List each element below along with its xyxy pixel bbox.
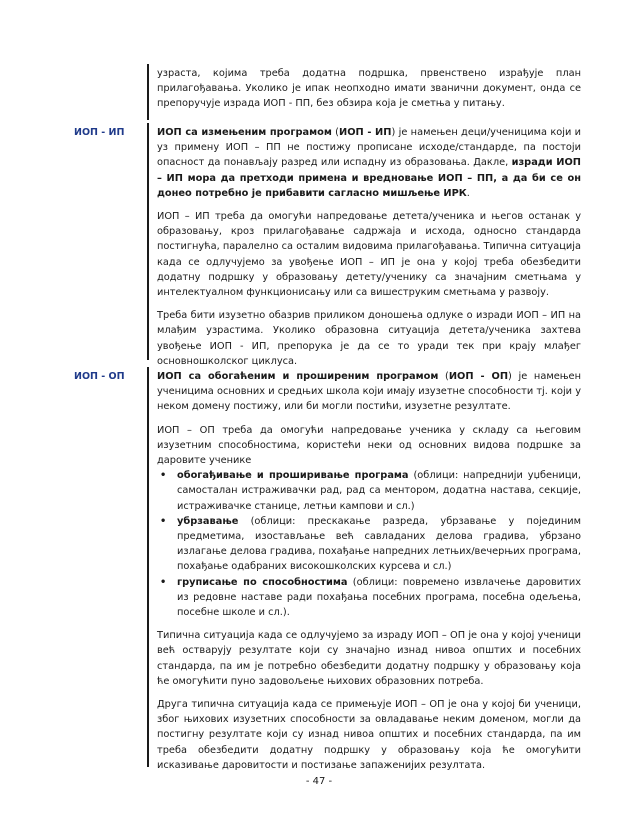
bullet-icon: •	[160, 515, 167, 527]
text: .	[466, 187, 470, 199]
paragraph: узраста, којима треба додатна подршка, првенствено израђује план прилагођавања. Уколико је ипак неопходно имати званични документ, онда се препоручује израда ИОП - ПП, без обзира која је сметња у питању.	[157, 68, 581, 110]
paragraph: ИОП – ИП треба да омогући напредовање детета/ученика и његов останак у образовању, кроз прилагођавање садржаја и исхода, односно стандарда постигнућа, паралелно са осталим видовима прилагођавања. Типична ситуација када се одлучујемо за увођење ИОП – ИП је она у којој треба обезбедити додатну подршку у образовању детету/ученику са значајним сметњама у интелектуалном функционисању или са вишеструким сметњама у развоју.	[157, 211, 581, 299]
paragraph	[157, 369, 581, 415]
text: (облици: повремено извлачење даровитих из редовне наставе ради похађања посебних програма, посебна одељења, посебне школе и сл.).	[177, 576, 582, 619]
section-label-iop-op: ИОП - ОП	[74, 371, 125, 382]
text: (	[331, 127, 340, 138]
list-item	[157, 514, 581, 575]
bullet-list	[157, 468, 581, 620]
margin-rule	[147, 367, 149, 767]
paragraph: Треба бити изузетно обазрив приликом доношења одлуке о изради ИОП – ИП на млађим узрастима. Уколико образовна ситуација детета/ученика захтева увођење ИОП - ИП, препорука је да се то уради тек при крају млађег основношколског циклуса.	[157, 310, 581, 367]
bold-term: убрзавање	[177, 515, 239, 527]
bold-term: обогађивање и проширивање програма	[177, 470, 409, 482]
page-number: - 47 -	[305, 776, 333, 787]
bold-term: изради ИОП – ИП мора да претходи примена и вредновање ИОП – ПП, а да би се он донео потребно је прибавити сагласно мишљење ИРК	[157, 157, 581, 199]
bold-term: груписање по способностима	[177, 576, 348, 588]
intro-continuation	[157, 66, 581, 112]
margin-rule	[147, 123, 149, 360]
section-iop-op	[157, 369, 581, 773]
paragraph: Типична ситуација када се одлучујемо за израду ИОП – ОП је она у којој ученици већ остварују резултате који су значајно изнад нивоа општих и посебних стандарда, па им је потребно обезбедити додатну подршку у образовању која ће омогућити пуно задовољење њихових образовних потреба.	[157, 630, 581, 687]
bullet-icon: •	[160, 576, 167, 588]
paragraph: ИОП – ОП треба да омогући напредовање ученика у складу са његовим изузетним способностима, користећи неки од основних видова подршке за даровите ученике	[157, 424, 581, 467]
bold-term: ИОП са измењеним програмом	[157, 127, 332, 138]
text: (облици: прескакање разреда, убрзавање у појединим предметима, изостављање већ савладаних делова градива, убрзано излагање делова градива, похађање напредних летњих/вечерњих програма, похађање одабраних високошколских курсева и сл.)	[177, 515, 581, 573]
section-iop-ip	[157, 125, 581, 369]
section-label-iop-ip: ИОП - ИП	[74, 127, 125, 138]
bold-term: ИОП - ОП	[448, 371, 509, 382]
margin-rule	[147, 64, 149, 120]
text: (	[438, 371, 449, 382]
text: ) је намењен деци/ученицима који и уз примену ИОП – ПП не постижу прописане исходе/стандарде, па постоји опасност да понављају разред или испадну из образовања. Дакле,	[157, 127, 582, 169]
list-item	[157, 575, 581, 621]
bold-term: ИОП - ИП	[339, 127, 392, 138]
bullet-icon: •	[160, 470, 167, 482]
paragraph	[157, 125, 581, 201]
text: (облици: напреднији уџбеници, самосталан истраживачки рад, рад са ментором, додатна настава, секције, истраживачке станице, летњи кампови и сл.)	[177, 470, 581, 512]
paragraph: Друга типична ситуација када се примењује ИОП – ОП је она у којој би ученици, због њихових изузетних способности за овладавање неким доменом, могли да постигну резултате који су изнад нивоа општих и посебних стандарда, па им треба обезбедити додатну подршку у образовању која ће омогућити исказивање даровитости и постизање запаженијих резултата.	[157, 699, 581, 771]
list-item	[157, 468, 581, 514]
text: ) је намењен ученицима основних и средњих школа који имају изузетне способности тј. који у неком домену постижу, или би могли постићи, изузетне резултате.	[157, 371, 581, 413]
bold-term: ИОП са обогаћеним и проширеним програмом	[157, 371, 439, 382]
